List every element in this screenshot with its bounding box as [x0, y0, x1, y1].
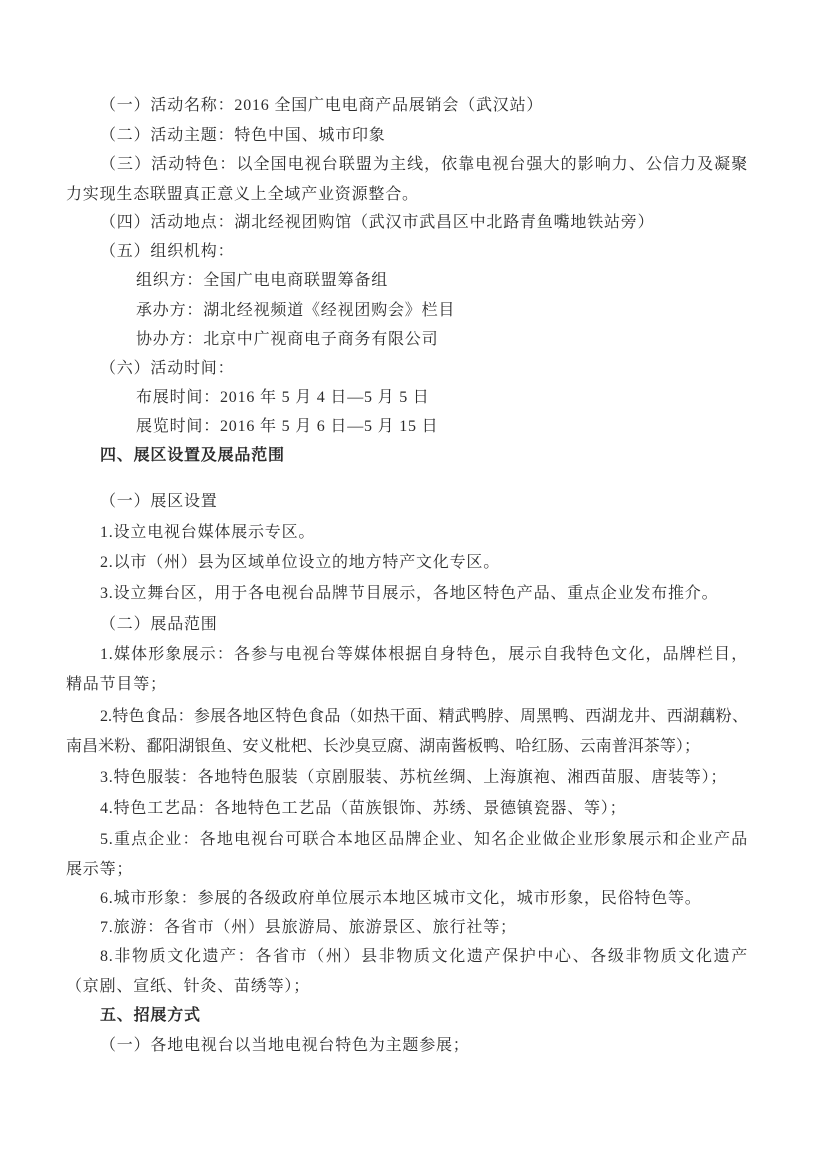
para-exhibit-item-6-city: 6.城市形象：参展的各级政府单位展示本地区城市文化，城市形象，民俗特色等。	[100, 890, 702, 907]
para-exhibit-item-7-tourism: 7.旅游：各省市（州）县旅游局、旅游景区、旅行社等；	[100, 919, 517, 936]
para-setup-time: 布展时间：2016 年 5 月 4 日—5 月 5 日	[136, 389, 430, 406]
para-activity-name: （一）活动名称：2016 全国广电电商产品展销会（武汉站）	[100, 97, 544, 114]
para-exhibit-scope-label: （二）展品范围	[100, 616, 218, 633]
section-heading-zones: 四、展区设置及展品范围	[100, 447, 285, 464]
para-activity-theme: （二）活动主题：特色中国、城市印象	[100, 127, 386, 144]
para-co-organizer: 协办方：北京中广视商电子商务有限公司	[136, 331, 439, 348]
para-exhibit-item-2-food: 2.特色食品：参展各地区特色食品（如热干面、精武鸭脖、周黑鸭、西湖龙井、西湖藕粉、南昌米粉、鄱阳湖银鱼、安义枇杷、长沙臭豆腐、湖南酱板鸭、哈红肠、云南普洱茶等）；	[66, 708, 748, 755]
para-exhibit-item-3-clothing: 3.特色服装：各地特色服装（京剧服装、苏杭丝绸、上海旗袍、湘西苗服、唐装等）；	[100, 769, 728, 786]
para-exhibit-item-4-crafts: 4.特色工艺品：各地特色工艺品（苗族银饰、苏绣、景德镇瓷器、等）；	[100, 800, 627, 817]
para-exhibit-item-8-heritage: 8.非物质文化遗产：各省市（州）县非物质文化遗产保护中心、各级非物质文化遗产（京剧、宣纸、针灸、苗绣等）；	[66, 948, 748, 995]
para-zone-item-3: 3.设立舞台区，用于各电视台品牌节目展示，各地区特色产品、重点企业发布推介。	[100, 585, 719, 602]
para-organization-label: （五）组织机构：	[100, 243, 235, 260]
para-organizer: 组织方：全国广电电商联盟筹备组	[136, 272, 389, 289]
para-zone-item-1: 1.设立电视台媒体展示专区。	[100, 524, 316, 541]
para-activity-venue: （四）活动地点：湖北经视团购馆（武汉市武昌区中北路青鱼嘴地铁站旁）	[100, 214, 655, 231]
para-activity-features: （三）活动特色：以全国电视台联盟为主线，依靠电视台强大的影响力、公信力及凝聚力实现生态联盟真正意义上全域产业资源整合。	[66, 156, 748, 203]
para-activity-time-label: （六）活动时间：	[100, 360, 235, 377]
para-exhibit-item-1-media: 1.媒体形象展示：各参与电视台等媒体根据自身特色，展示自我特色文化，品牌栏目，精品节目等；	[66, 646, 748, 693]
para-zone-item-2: 2.以市（州）县为区域单位设立的地方特产文化专区。	[100, 554, 501, 571]
para-exhibition-time: 展览时间：2016 年 5 月 6 日—5 月 15 日	[136, 418, 439, 435]
para-exhibit-item-5-enterprises: 5.重点企业：各地电视台可联合本地区品牌企业、知名企业做企业形象展示和企业产品展示等；	[66, 831, 748, 878]
para-recruit-item-1: （一）各地电视台以当地电视台特色为主题参展；	[100, 1037, 470, 1054]
para-undertaker: 承办方：湖北经视频道《经视团购会》栏目	[136, 302, 456, 319]
section-heading-recruitment: 五、招展方式	[100, 1007, 201, 1024]
para-zone-setup-label: （一）展区设置	[100, 493, 218, 510]
